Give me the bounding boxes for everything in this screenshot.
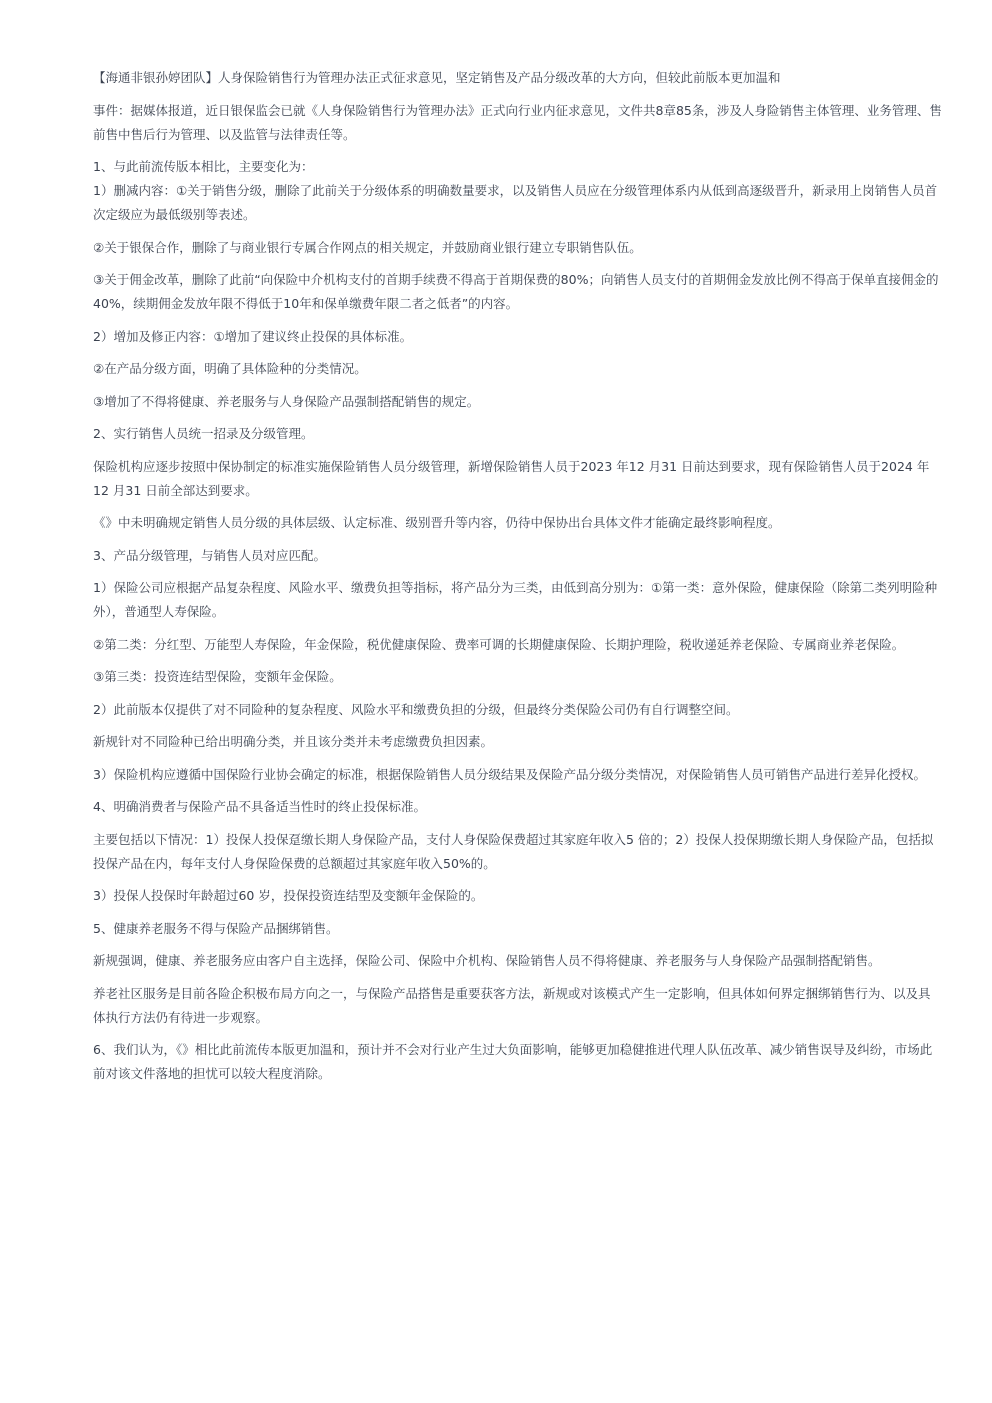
section-3-heading: 3、产品分级管理，与销售人员对应匹配。 bbox=[93, 547, 326, 563]
section-5-emphasis-paragraph: 新规强调，健康、养老服务应由客户自主选择，保险公司、保险中介机构、保险销售人员不得将健康、养老服务与人身保险产品强制搭配销售。 bbox=[93, 953, 881, 968]
section-5-community-paragraph: 养老社区服务是目前各险企积极布局方向之一，与保险产品搭售是重要获客方法，新规或对该模式产生一定影响，但具体如何界定捆绑销售行为、以及具体执行方法仍有待进一步观察。 bbox=[93, 985, 931, 1025]
section-1-product-tier-paragraph: ②在产品分级方面，明确了具体险种的分类情况。 bbox=[93, 361, 367, 376]
section-3-previous-version-paragraph: 2）此前版本仅提供了对不同险种的复杂程度、风险水平和缴费负担的分级，但最终分类保险公司仍有自行调整空间。 bbox=[93, 701, 739, 717]
section-3-authorization-paragraph: 3）保险机构应遵循中国保险行业协会确定的标准，根据保险销售人员分级结果及保险产品分级分类情况，对保险销售人员可销售产品进行差异化授权。 bbox=[93, 766, 926, 782]
section-1-bundling-paragraph: ③增加了不得将健康、养老服务与人身保险产品强制搭配销售的规定。 bbox=[93, 393, 480, 409]
section-2-heading: 2、实行销售人员统一招录及分级管理。 bbox=[93, 426, 314, 441]
section-6-conclusion-paragraph: 6、我们认为，《》相比此前流传本版更加温和，预计并不会对行业产生过大负面影响，能够更加稳健推进代理人队伍改革、减少销售误导及纠纷，市场此前对该文件落地的担忧可以较大程度消除。 bbox=[93, 1042, 933, 1081]
section-3-class-3-paragraph: ③第三类：投资连结型保险，变额年金保险。 bbox=[93, 669, 342, 684]
section-4-age-paragraph: 3）投保人投保时年龄超过60 岁，投保投资连结型及变额年金保险的。 bbox=[93, 888, 484, 903]
section-5-heading: 5、健康养老服务不得与保险产品捆绑销售。 bbox=[93, 920, 339, 936]
section-3-new-rule-paragraph: 新规针对不同险种已给出明确分类，并且该分类并未考虑缴费负担因素。 bbox=[93, 734, 494, 749]
section-2-pending-paragraph: 《》中未明确规定销售人员分级的具体层级、认定标准、级别晋升等内容，仍待中保协出台具体文件才能确定最终影响程度。 bbox=[93, 515, 781, 530]
section-1-paragraph: 1、与此前流传版本相比，主要变化为： 1）删减内容：①关于销售分级，删除了此前关于分级体系的明确数量要求，以及销售人员应在分级管理体系内从低到高逐级晋升，新录用上岗销售人员首次定级应为最低级别等表述。 bbox=[93, 159, 938, 222]
section-3-class-1-paragraph: 1）保险公司应根据产品复杂程度、风险水平、缴费负担等指标，将产品分为三类，由低到高分别为：①第一类：意外保险，健康保险（除第二类列明险种外），普通型人寿保险。 bbox=[93, 580, 938, 619]
section-1-additions-paragraph: 2）增加及修正内容：①增加了建议终止投保的具体标准。 bbox=[93, 328, 413, 344]
section-1-bank-paragraph: ②关于银保合作，删除了与商业银行专属合作网点的相关规定，并鼓励商业银行建立专职销售队伍。 bbox=[93, 239, 642, 255]
event-paragraph: 事件：据媒体报道，近日银保监会已就《人身保险销售行为管理办法》正式向行业内征求意见，文件共8章85条，涉及人身险销售主体管理、业务管理、售前售中售后行为管理、以及监管与法律责任等。 bbox=[93, 102, 942, 142]
section-1-commission-paragraph: ③关于佣金改革，删除了此前“向保险中介机构支付的首期手续费不得高于首期保费的80%；向销售人员支付的首期佣金发放比例不得高于保单直接佣金的40%，续期佣金发放年限不得低于10年和保单缴费年限二者之低者”的内容。 bbox=[93, 272, 939, 311]
section-2-deadline-paragraph: 保险机构应逐步按照中保协制定的标准实施保险销售人员分级管理，新增保险销售人员于2023 年12 月31 日前达到要求，现有保险销售人员于2024 年12 月31 日前全部达到要求。 bbox=[93, 458, 930, 498]
section-4-conditions-paragraph: 主要包括以下情况：1）投保人投保趸缴长期人身保险产品，支付人身保险保费超过其家庭年收入5 倍的；2）投保人投保期缴长期人身保险产品，包括拟投保产品在内，每年支付人身保险保费的总额超过其家庭年收入50%的。 bbox=[93, 831, 934, 871]
headline-paragraph: 【海通非银孙婷团队】人身保险销售行为管理办法正式征求意见，坚定销售及产品分级改革的大方向，但较此前版本更加温和 bbox=[93, 70, 781, 85]
section-4-heading: 4、明确消费者与保险产品不具备适当性时的终止投保标准。 bbox=[93, 799, 426, 814]
section-3-class-2-paragraph: ②第二类：分红型、万能型人寿保险，年金保险，税优健康保险、费率可调的长期健康保险、长期护理险，税收递延养老保险、专属商业养老保险。 bbox=[93, 636, 905, 652]
